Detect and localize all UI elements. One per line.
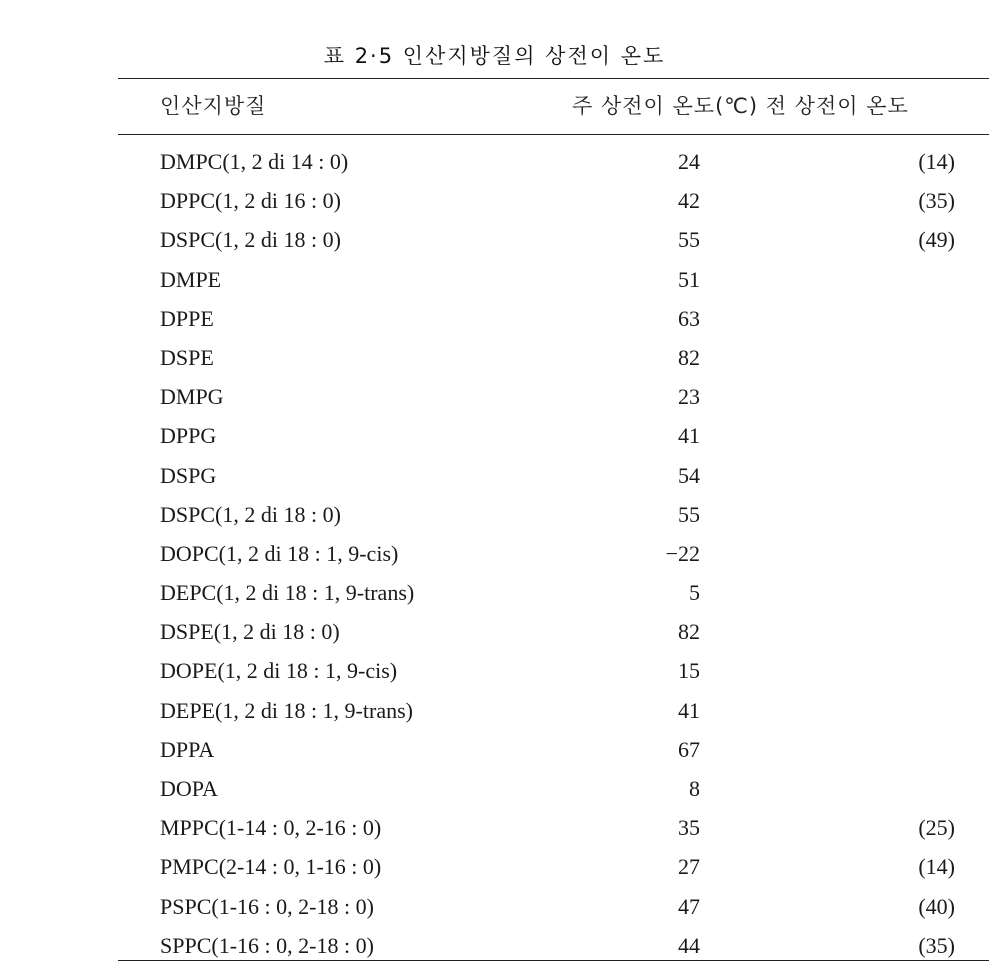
lipid-name: PSPC(1-16 : 0, 2-18 : 0) xyxy=(160,893,374,919)
lipid-name: SPPC(1-16 : 0, 2-18 : 0) xyxy=(160,932,374,958)
main-transition-temp: 35 xyxy=(678,815,700,841)
pre-transition-temp: (40) xyxy=(918,893,955,919)
main-transition-temp: 55 xyxy=(678,227,700,253)
lipid-name: DEPC(1, 2 di 18 : 1, 9-trans) xyxy=(160,580,415,606)
lipid-name: DSPE xyxy=(160,344,214,370)
lipid-name: DEPE(1, 2 di 18 : 1, 9-trans) xyxy=(160,697,413,723)
main-transition-temp: 54 xyxy=(678,462,700,488)
table-row xyxy=(0,847,989,886)
pre-transition-temp: (14) xyxy=(918,854,955,880)
main-transition-temp: 82 xyxy=(678,344,700,370)
main-transition-temp: 41 xyxy=(678,423,700,449)
main-transition-temp: 47 xyxy=(678,893,700,919)
lipid-name: DSPC(1, 2 di 18 : 0) xyxy=(160,501,341,527)
lipid-name: DPPC(1, 2 di 16 : 0) xyxy=(160,188,341,214)
table-header xyxy=(0,90,989,124)
main-transition-temp: 42 xyxy=(678,188,700,214)
lipid-name: DMPC(1, 2 di 14 : 0) xyxy=(160,149,349,174)
main-transition-temp: 67 xyxy=(678,736,700,762)
main-transition-temp: 24 xyxy=(678,149,700,174)
main-transition-temp: 82 xyxy=(678,619,700,645)
bottom-rule xyxy=(118,960,989,961)
lipid-name: DOPC(1, 2 di 18 : 1, 9-cis) xyxy=(160,540,399,566)
lipid-name: DPPA xyxy=(160,736,215,762)
lipid-name: DSPG xyxy=(160,462,217,488)
pre-transition-temp: (49) xyxy=(918,227,955,253)
lipid-name: DOPA xyxy=(160,776,218,801)
main-transition-temp: 44 xyxy=(678,932,700,958)
header-rule xyxy=(118,134,989,135)
main-transition-temp: 41 xyxy=(678,697,700,723)
table-row xyxy=(0,651,989,690)
main-transition-temp: 5 xyxy=(689,580,700,606)
table-row xyxy=(0,730,989,769)
table-row xyxy=(0,181,989,220)
table-row xyxy=(0,220,989,259)
header-lipid: 인산지방질 xyxy=(160,94,267,118)
lipid-name: DMPE xyxy=(160,266,222,292)
main-transition-temp: 8 xyxy=(689,776,700,801)
pre-transition-temp: (35) xyxy=(918,188,955,214)
lipid-name: DMPG xyxy=(160,384,224,410)
table-row xyxy=(0,456,989,495)
main-transition-temp: 55 xyxy=(678,501,700,527)
table-row xyxy=(0,338,989,377)
table-row xyxy=(0,495,989,534)
lipid-name: DPPE xyxy=(160,305,214,331)
table-row xyxy=(0,612,989,651)
main-transition-temp: −22 xyxy=(665,540,700,566)
main-transition-temp: 23 xyxy=(678,384,700,410)
pre-transition-temp: (25) xyxy=(918,815,955,841)
table-row xyxy=(0,691,989,730)
main-transition-temp: 27 xyxy=(678,854,700,880)
table-row xyxy=(0,377,989,416)
table-row xyxy=(0,887,989,926)
pre-transition-temp: (35) xyxy=(918,932,955,958)
table-row xyxy=(0,808,989,847)
table-row xyxy=(0,534,989,573)
table-body xyxy=(0,142,989,965)
lipid-name: MPPC(1-14 : 0, 2-16 : 0) xyxy=(160,815,382,841)
table-row xyxy=(0,299,989,338)
header-transition-temps: 주 상전이 온도(℃) 전 상전이 온도 xyxy=(572,94,909,118)
table-row xyxy=(0,416,989,455)
main-transition-temp: 51 xyxy=(678,266,700,292)
main-transition-temp: 63 xyxy=(678,305,700,331)
lipid-name: DOPE(1, 2 di 18 : 1, 9-cis) xyxy=(160,658,398,684)
main-transition-temp: 15 xyxy=(678,658,700,684)
table-caption: 표 2·5 인산지방질의 상전이 온도 xyxy=(323,44,666,68)
lipid-name: DSPC(1, 2 di 18 : 0) xyxy=(160,227,341,253)
lipid-name: DPPG xyxy=(160,423,217,449)
table-row xyxy=(0,769,989,808)
table-row xyxy=(0,573,989,612)
lipid-name: DSPE(1, 2 di 18 : 0) xyxy=(160,619,340,645)
table-row xyxy=(0,260,989,299)
pre-transition-temp: (14) xyxy=(918,149,955,174)
table-row xyxy=(0,142,989,181)
lipid-name: PMPC(2-14 : 0, 1-16 : 0) xyxy=(160,854,382,880)
top-rule xyxy=(118,78,989,79)
